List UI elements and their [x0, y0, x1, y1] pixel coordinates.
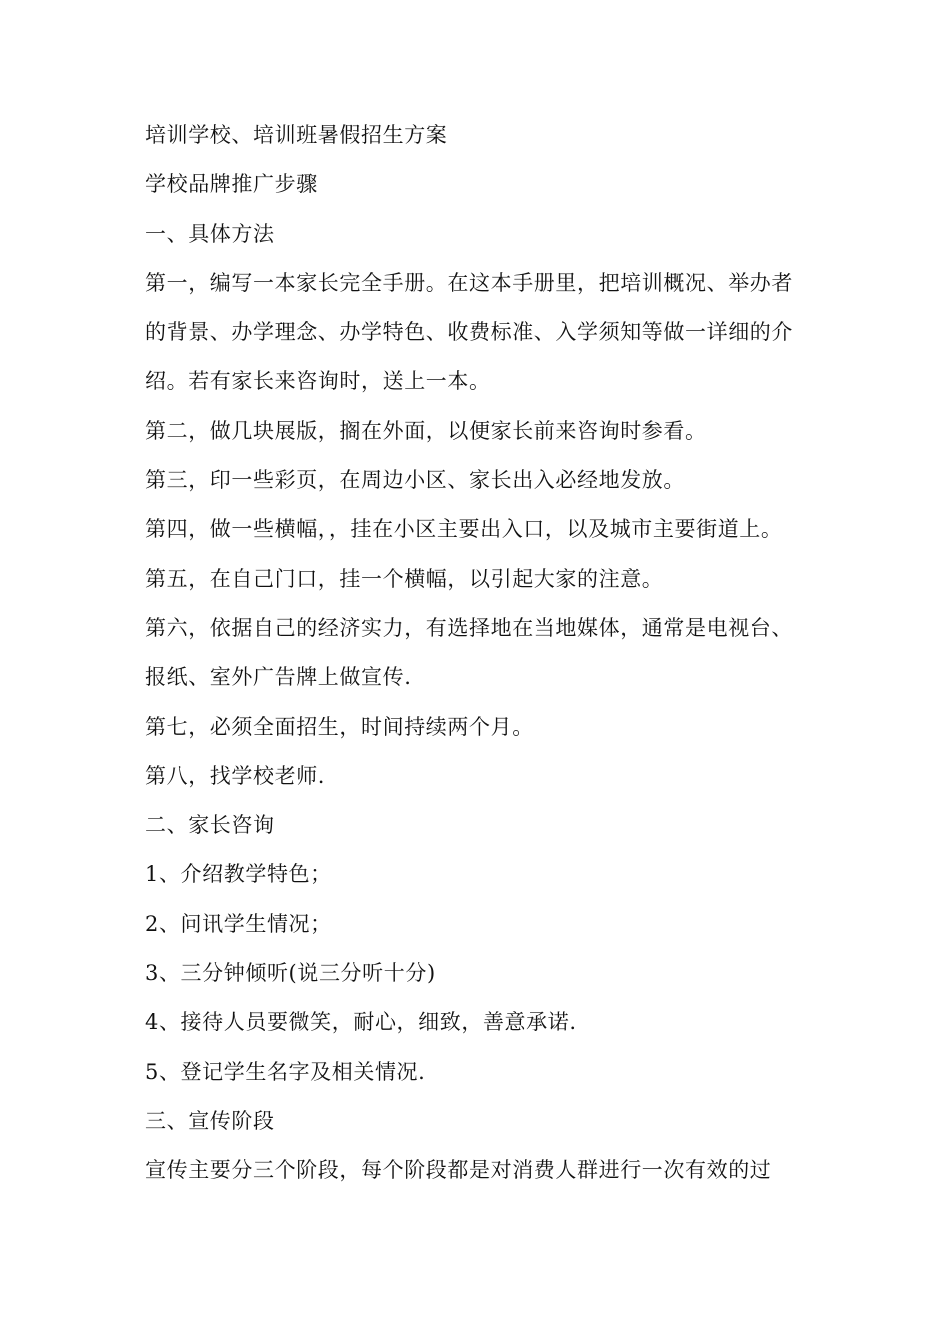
paragraph-line: 第三，印一些彩页，在周边小区、家长出入必经地发放。 — [145, 468, 685, 493]
paragraph-line: 第二，做几块展版，搁在外面，以便家长前来咨询时参看。 — [145, 418, 707, 443]
paragraph-line: 第一，编写一本家长完全手册。在这本手册里，把培训概况、举办者 — [145, 270, 793, 295]
paragraph-line: 第六，依据自己的经济实力，有选择地在当地媒体，通常是电视台、 — [145, 615, 793, 640]
list-item: 2、问讯学生情况； — [145, 911, 332, 936]
list-item: 3、三分钟倾听(说三分听十分) — [145, 961, 436, 986]
section-heading: 三、宣传阶段 — [145, 1108, 275, 1133]
paragraph-line: 绍。若有家长来咨询时，送上一本。 — [145, 369, 491, 394]
list-item: 1、介绍教学特色； — [145, 862, 332, 887]
list-item: 5、登记学生名字及相关情况. — [145, 1059, 426, 1084]
paragraph-line: 第四，做一些横幅，，挂在小区主要出入口，以及城市主要街道上。 — [145, 517, 783, 542]
paragraph-line: 宣传主要分三个阶段，每个阶段都是对消费人群进行一次有效的过 — [145, 1158, 772, 1183]
document-body — [145, 111, 815, 1196]
section-heading: 学校品牌推广步骤 — [145, 172, 318, 197]
list-item: 4、接待人员要微笑，耐心，细致，善意承诺. — [145, 1010, 577, 1035]
section-heading: 二、家长咨询 — [145, 813, 275, 838]
paragraph-line: 第八，找学校老师. — [145, 763, 326, 788]
paragraph-line: 的背景、办学理念、办学特色、收费标准、入学须知等做一详细的介 — [145, 320, 793, 345]
document-title: 培训学校、培训班暑假招生方案 — [145, 123, 448, 147]
paragraph-line: 报纸、室外广告牌上做宣传. — [145, 665, 412, 690]
paragraph-line: 第七，必须全面招生，时间持续两个月。 — [145, 714, 534, 739]
paragraph-line: 第五，在自己门口，挂一个横幅，以引起大家的注意。 — [145, 566, 664, 591]
section-heading: 一、具体方法 — [145, 221, 275, 246]
